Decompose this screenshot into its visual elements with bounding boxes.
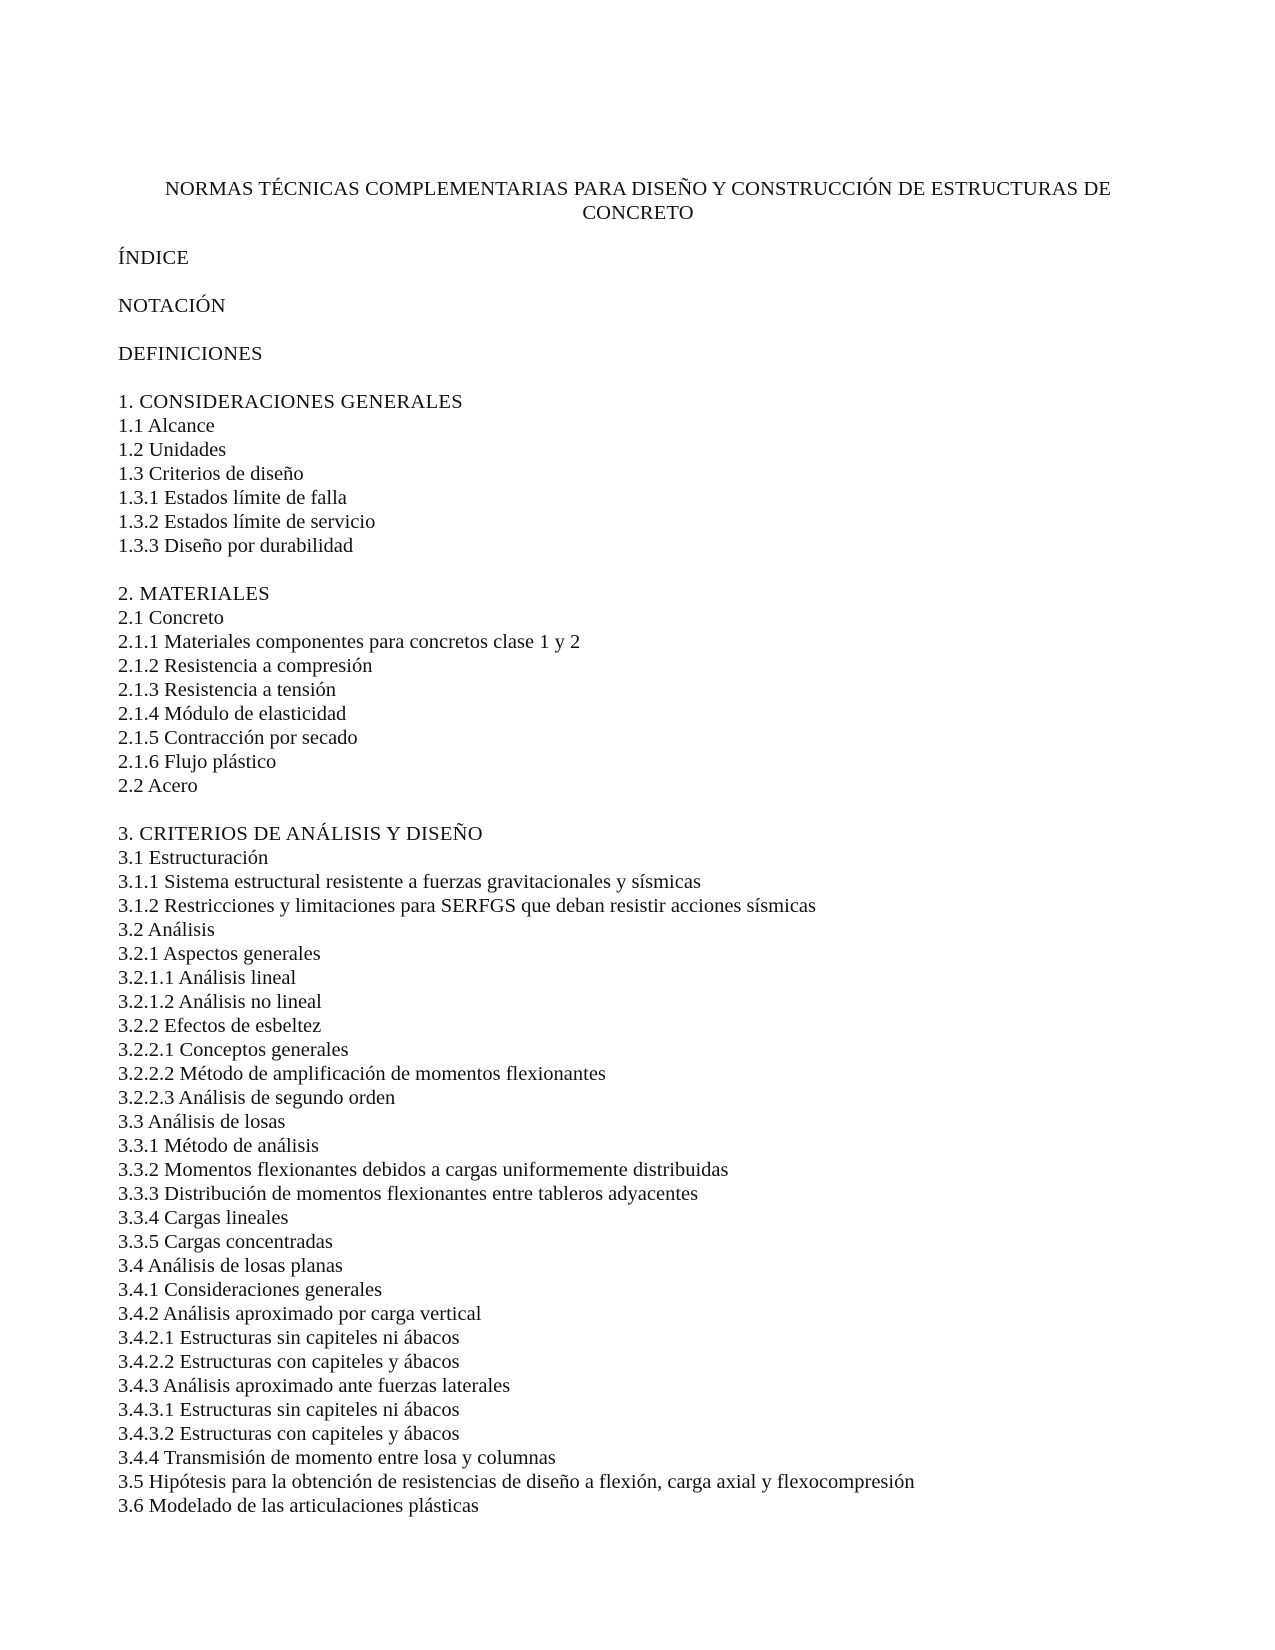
toc-entry: 3.4.3.2 Estructuras con capiteles y ábacos	[118, 1423, 460, 1445]
toc-entry: 3.4.2.2 Estructuras con capiteles y ábacos	[118, 1351, 460, 1373]
toc-entry: 1.1 Alcance	[118, 415, 215, 437]
toc-entry: 3.4.2.1 Estructuras sin capiteles ni ábacos	[118, 1327, 460, 1349]
toc-entry: 1.2 Unidades	[118, 439, 227, 461]
toc-entry: 1.3.1 Estados límite de falla	[118, 487, 347, 509]
definitions-heading: DEFINICIONES	[118, 343, 263, 365]
toc-entry: 2.1.2 Resistencia a compresión	[118, 655, 373, 677]
toc-entry: 2.1 Concreto	[118, 607, 224, 629]
toc-entry: 3.2.2.1 Conceptos generales	[118, 1039, 349, 1061]
toc-entry: 3.4.2 Análisis aproximado por carga vertical	[118, 1303, 482, 1325]
document-title	[118, 177, 1158, 225]
toc-entry: 3.2.1.2 Análisis no lineal	[118, 991, 322, 1013]
toc-section	[118, 822, 1158, 1518]
toc-section-heading: 3. CRITERIOS DE ANÁLISIS Y DISEÑO	[118, 823, 483, 845]
toc-entry: 2.1.4 Módulo de elasticidad	[118, 703, 347, 725]
toc-entry: 2.1.3 Resistencia a tensión	[118, 679, 337, 701]
toc-entry: 2.2 Acero	[118, 775, 198, 797]
toc-entry: 3.2.2.2 Método de amplificación de momentos flexionantes	[118, 1063, 606, 1085]
toc-entry: 3.3.1 Método de análisis	[118, 1135, 319, 1157]
index-heading: ÍNDICE	[118, 247, 190, 269]
toc-section-heading: 2. MATERIALES	[118, 583, 270, 605]
toc-entry: 3.4.3.1 Estructuras sin capiteles ni ábacos	[118, 1399, 460, 1421]
toc-entry: 3.1.2 Restricciones y limitaciones para SERFGS que deban resistir acciones sísmicas	[118, 895, 816, 917]
toc-section-heading: 1. CONSIDERACIONES GENERALES	[118, 391, 463, 413]
toc-entry: 3.4 Análisis de losas planas	[118, 1255, 343, 1277]
toc-entry: 2.1.6 Flujo plástico	[118, 751, 277, 773]
toc-section	[118, 390, 1158, 558]
toc-entry: 2.1.1 Materiales componentes para concretos clase 1 y 2	[118, 631, 581, 653]
toc-entry: 3.2.1 Aspectos generales	[118, 943, 321, 965]
toc-section	[118, 582, 1158, 798]
toc-entry: 3.3.4 Cargas lineales	[118, 1207, 289, 1229]
toc-entry: 3.2 Análisis	[118, 919, 215, 941]
toc-entry: 3.3 Análisis de losas	[118, 1111, 286, 1133]
toc-entry: 3.4.1 Consideraciones generales	[118, 1279, 383, 1301]
toc-entry: 1.3 Criterios de diseño	[118, 463, 304, 485]
notation-heading: NOTACIÓN	[118, 295, 226, 317]
toc-entry: 1.3.2 Estados límite de servicio	[118, 511, 376, 533]
document-title-line-2: CONCRETO	[582, 202, 694, 224]
toc-entry: 3.4.3 Análisis aproximado ante fuerzas laterales	[118, 1375, 511, 1397]
toc-entry: 3.3.5 Cargas concentradas	[118, 1231, 333, 1253]
document-title-line-1: NORMAS TÉCNICAS COMPLEMENTARIAS PARA DISEÑO Y CONSTRUCCIÓN DE ESTRUCTURAS DE	[164, 178, 1112, 200]
toc-entry: 3.2.2 Efectos de esbeltez	[118, 1015, 322, 1037]
toc-entry: 2.1.5 Contracción por secado	[118, 727, 358, 749]
toc-entry: 3.1 Estructuración	[118, 847, 269, 869]
table-of-contents	[118, 390, 1158, 1518]
toc-entry: 3.5 Hipótesis para la obtención de resistencias de diseño a flexión, carga axial y flexocompresión	[118, 1471, 915, 1493]
toc-entry: 3.3.3 Distribución de momentos flexionantes entre tableros adyacentes	[118, 1183, 699, 1205]
toc-entry: 3.6 Modelado de las articulaciones plásticas	[118, 1495, 479, 1517]
toc-entry: 3.2.2.3 Análisis de segundo orden	[118, 1087, 396, 1109]
toc-entry: 3.3.2 Momentos flexionantes debidos a cargas uniformemente distribuidas	[118, 1159, 729, 1181]
toc-entry: 3.4.4 Transmisión de momento entre losa y columnas	[118, 1447, 556, 1469]
toc-entry: 3.2.1.1 Análisis lineal	[118, 967, 297, 989]
toc-entry: 3.1.1 Sistema estructural resistente a fuerzas gravitacionales y sísmicas	[118, 871, 701, 893]
toc-entry: 1.3.3 Diseño por durabilidad	[118, 535, 354, 557]
document-page	[118, 177, 1158, 1542]
